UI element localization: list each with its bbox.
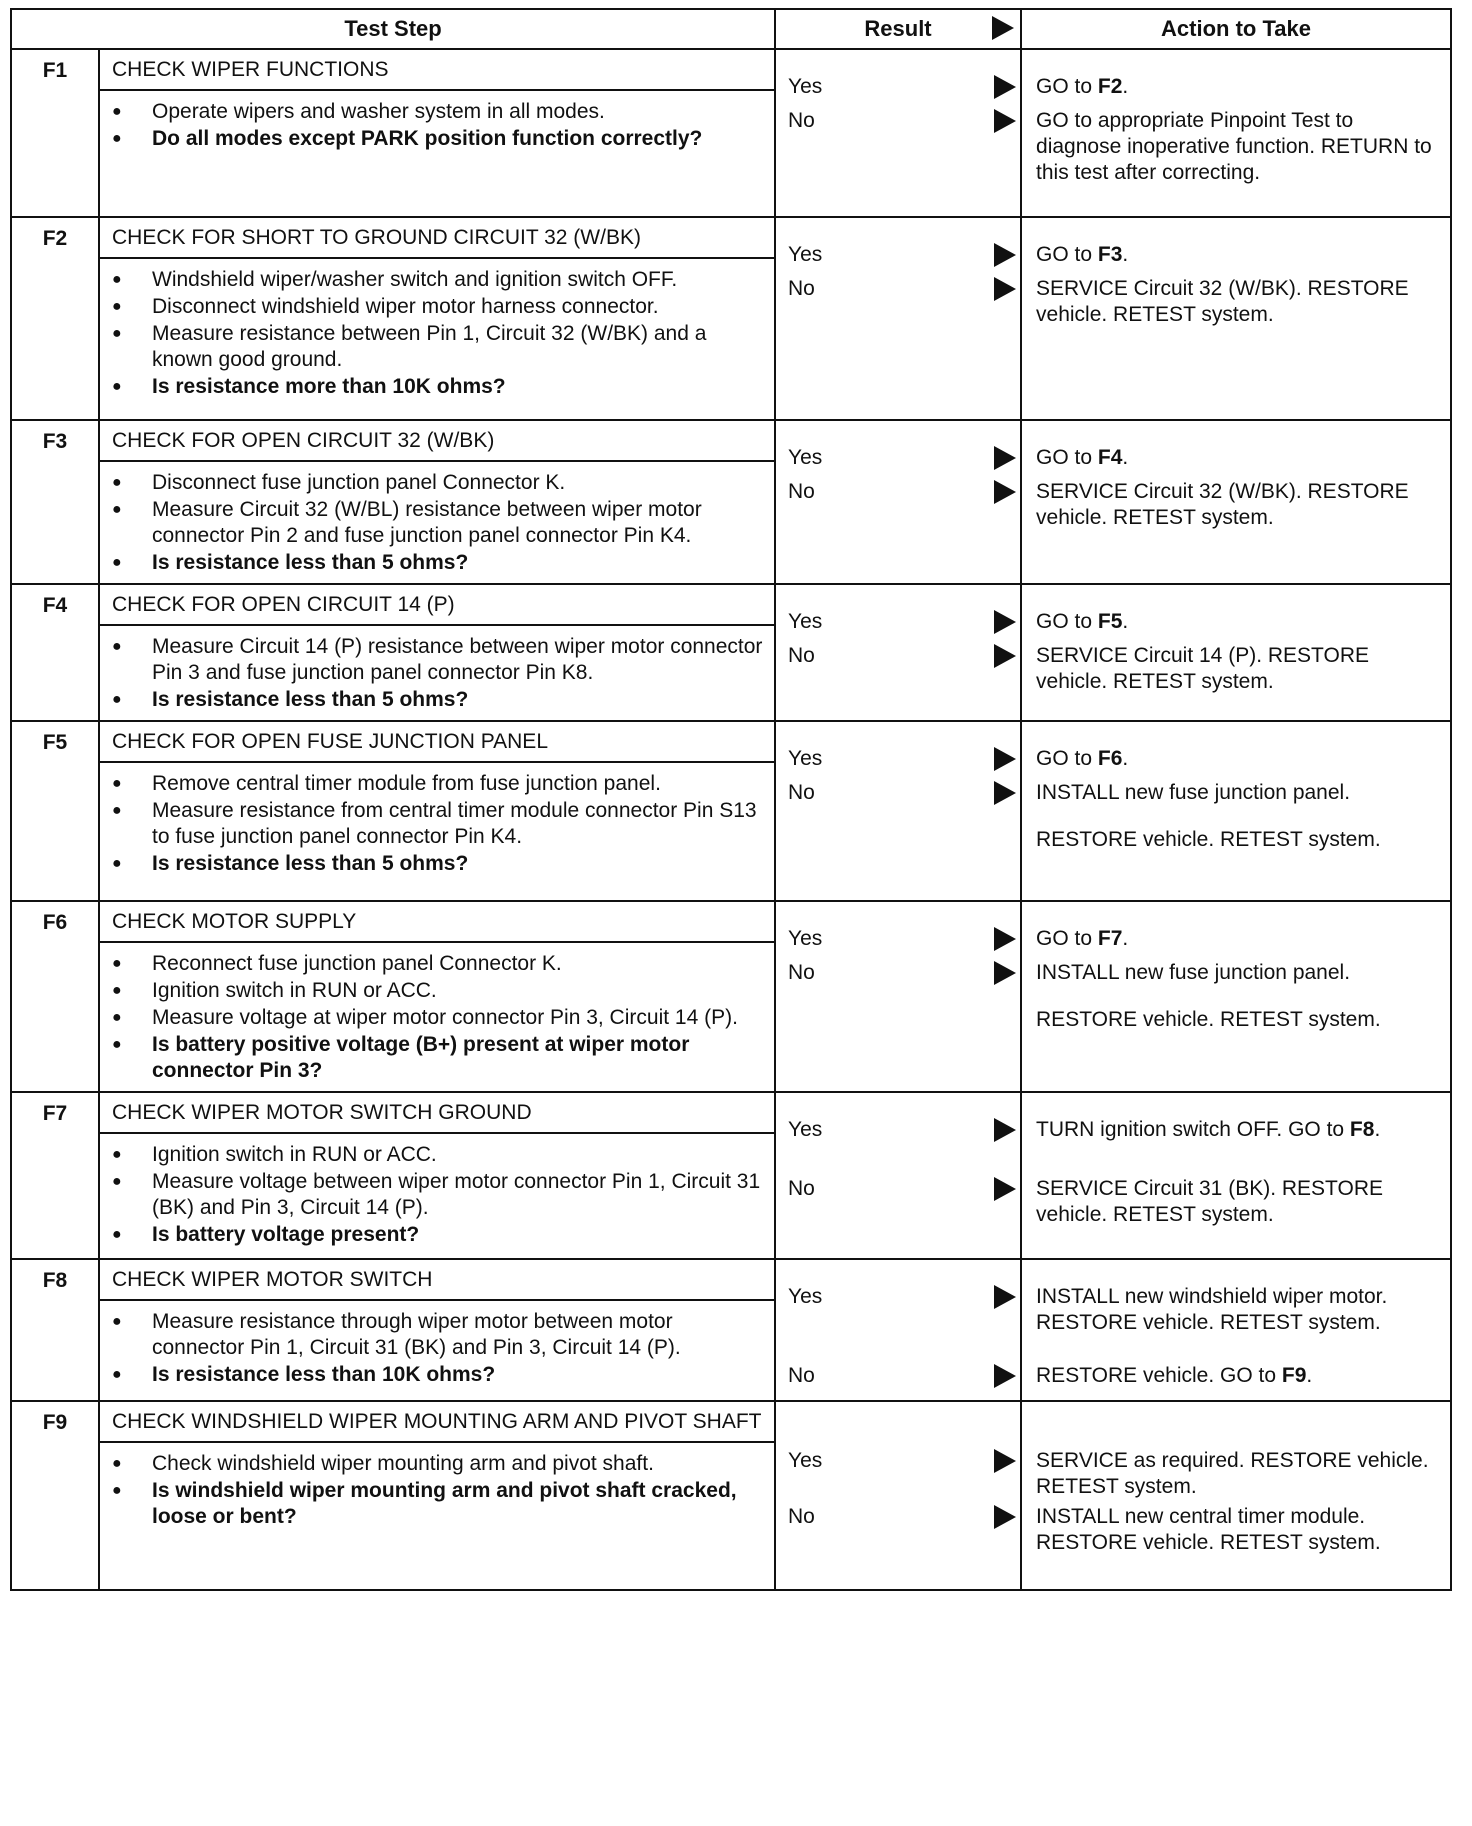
- action-yes: [1036, 1448, 1442, 1500]
- action-yes-end: .: [1122, 243, 1129, 266]
- result-yes: [788, 1117, 1020, 1143]
- action-cell: [1021, 1401, 1451, 1590]
- step-bullets: [100, 1443, 774, 1537]
- step-title: CHECK FOR OPEN CIRCUIT 14 (P): [100, 585, 774, 626]
- action-yes-end: .: [1122, 927, 1129, 950]
- result-no: [788, 643, 1020, 669]
- step-question: ● Is resistance less than 5 ohms?: [152, 687, 764, 713]
- action-no: [1036, 1504, 1442, 1556]
- right-arrow-icon: [994, 1505, 1016, 1529]
- action-yes: [1036, 74, 1442, 100]
- result-no-label: No: [788, 961, 815, 984]
- result-no: [788, 780, 1020, 806]
- action-no-end: .: [1306, 1364, 1313, 1387]
- right-arrow-icon: [994, 961, 1016, 985]
- step-bullets: [100, 462, 774, 583]
- step-instruction: ● Ignition switch in RUN or ACC.: [152, 978, 764, 1004]
- action-no: [1036, 960, 1442, 986]
- action-no: [1036, 108, 1442, 186]
- step-body: [99, 901, 775, 1092]
- step-id: F7: [11, 1092, 99, 1259]
- result-cell: [775, 1401, 1021, 1590]
- result-no: [788, 960, 1020, 986]
- action-cell: [1021, 721, 1451, 901]
- result-no: [788, 479, 1020, 505]
- action-no: [1036, 276, 1442, 328]
- result-no: [788, 1504, 1020, 1530]
- step-bullets: [100, 259, 774, 407]
- step-instruction: ● Operate wipers and washer system in all modes.: [152, 99, 764, 125]
- step-question: ● Is windshield wiper mounting arm and pivot shaft cracked, loose or bent?: [152, 1478, 764, 1530]
- result-yes: [788, 445, 1020, 471]
- step-ref-link[interactable]: F9: [1281, 1364, 1307, 1387]
- action-cell: [1021, 49, 1451, 217]
- action-yes-end: .: [1122, 747, 1129, 770]
- right-arrow-icon: [994, 1364, 1016, 1388]
- result-cell: [775, 420, 1021, 584]
- result-yes-label: Yes: [788, 243, 823, 266]
- result-yes: [788, 1284, 1020, 1310]
- header-row: [11, 9, 1451, 49]
- step-question: ● Is resistance less than 5 ohms?: [152, 550, 764, 576]
- action-no-extra: RESTORE vehicle. RETEST system.: [1036, 1008, 1381, 1031]
- step-row-f1: [11, 49, 1451, 217]
- result-no: [788, 108, 1020, 134]
- action-cell: [1021, 420, 1451, 584]
- step-row-f9: [11, 1401, 1451, 1590]
- action-yes-text: GO to: [1036, 446, 1098, 469]
- result-cell: [775, 217, 1021, 420]
- result-yes: [788, 746, 1020, 772]
- step-id: F4: [11, 584, 99, 721]
- step-question: ● Is resistance more than 10K ohms?: [152, 374, 764, 400]
- result-yes: [788, 242, 1020, 268]
- action-no-text: SERVICE Circuit 31 (BK). RESTORE vehicle. RETEST system.: [1036, 1177, 1383, 1226]
- result-cell: [775, 1092, 1021, 1259]
- right-arrow-icon: [994, 747, 1016, 771]
- action-no-text: INSTALL new central timer module. RESTORE vehicle. RETEST system.: [1036, 1505, 1381, 1554]
- step-ref-link[interactable]: F7: [1097, 927, 1123, 950]
- action-yes: [1036, 746, 1442, 772]
- action-no-text: SERVICE Circuit 14 (P). RESTORE vehicle. RETEST system.: [1036, 644, 1369, 693]
- step-body: [99, 49, 775, 217]
- action-no-text: RESTORE vehicle. GO to: [1036, 1364, 1282, 1387]
- action-yes: [1036, 242, 1442, 268]
- step-instruction: ● Disconnect fuse junction panel Connector K.: [152, 470, 764, 496]
- step-id: F8: [11, 1259, 99, 1401]
- action-no-text: SERVICE Circuit 32 (W/BK). RESTORE vehicle. RETEST system.: [1036, 277, 1409, 326]
- action-yes-end: .: [1374, 1118, 1381, 1141]
- step-ref-link[interactable]: F6: [1097, 747, 1123, 770]
- step-title: CHECK WIPER FUNCTIONS: [100, 50, 774, 91]
- right-arrow-icon: [994, 109, 1016, 133]
- result-no: [788, 1176, 1020, 1202]
- action-no: [1036, 1363, 1442, 1389]
- action-no-text: INSTALL new fuse junction panel.: [1036, 961, 1351, 984]
- step-id: F5: [11, 721, 99, 901]
- action-yes-text: GO to: [1036, 927, 1098, 950]
- result-yes: [788, 926, 1020, 952]
- step-id: F1: [11, 49, 99, 217]
- right-arrow-icon: [994, 1118, 1016, 1142]
- right-arrow-icon: [994, 927, 1016, 951]
- step-instruction: ● Measure voltage at wiper motor connector Pin 3, Circuit 14 (P).: [152, 1005, 764, 1031]
- result-yes: [788, 1448, 1020, 1474]
- action-no-text: INSTALL new fuse junction panel.: [1036, 781, 1351, 804]
- result-yes-label: Yes: [788, 1285, 823, 1308]
- step-row-f8: [11, 1259, 1451, 1401]
- step-ref-link[interactable]: F2: [1097, 75, 1123, 98]
- step-body: [99, 420, 775, 584]
- action-cell: [1021, 1259, 1451, 1401]
- action-yes-end: .: [1122, 446, 1129, 469]
- step-ref-link[interactable]: F8: [1349, 1118, 1375, 1141]
- header-result-label: Result: [864, 16, 932, 41]
- step-instruction: ● Remove central timer module from fuse junction panel.: [152, 771, 764, 797]
- result-yes: [788, 74, 1020, 100]
- diagnostic-table: [10, 8, 1452, 1591]
- result-no-label: No: [788, 781, 815, 804]
- result-yes: [788, 609, 1020, 635]
- right-arrow-icon: [994, 277, 1016, 301]
- right-arrow-icon: [994, 644, 1016, 668]
- header-test-step: Test Step: [11, 9, 775, 49]
- step-instruction: ● Check windshield wiper mounting arm and pivot shaft.: [152, 1451, 764, 1477]
- step-question: ● Is resistance less than 10K ohms?: [152, 1362, 764, 1388]
- action-yes-text: GO to: [1036, 610, 1098, 633]
- result-cell: [775, 584, 1021, 721]
- step-instruction: ● Disconnect windshield wiper motor harness connector.: [152, 294, 764, 320]
- result-yes-label: Yes: [788, 446, 823, 469]
- right-arrow-icon: [994, 446, 1016, 470]
- step-question: ● Do all modes except PARK position function correctly?: [152, 126, 764, 152]
- action-yes: [1036, 445, 1442, 471]
- result-no-label: No: [788, 109, 815, 132]
- action-cell: [1021, 901, 1451, 1092]
- result-cell: [775, 49, 1021, 217]
- step-row-f3: [11, 420, 1451, 584]
- action-no-extra: RESTORE vehicle. RETEST system.: [1036, 828, 1381, 851]
- step-instruction: ● Reconnect fuse junction panel Connector K.: [152, 951, 764, 977]
- action-yes-text: INSTALL new windshield wiper motor. RESTORE vehicle. RETEST system.: [1036, 1285, 1388, 1334]
- result-yes-label: Yes: [788, 747, 823, 770]
- step-instruction: ● Measure resistance through wiper motor between motor connector Pin 1, Circuit 31 (BK) and Pin 3, Circuit 14 (P).: [152, 1309, 764, 1361]
- action-yes: [1036, 609, 1442, 635]
- step-bullets: [100, 91, 774, 159]
- action-no: [1036, 1176, 1442, 1228]
- result-no-label: No: [788, 1177, 815, 1200]
- step-ref-link[interactable]: F5: [1097, 610, 1123, 633]
- result-no-label: No: [788, 1364, 815, 1387]
- result-yes-label: Yes: [788, 75, 823, 98]
- step-row-f7: [11, 1092, 1451, 1259]
- right-arrow-icon: [994, 480, 1016, 504]
- step-title: CHECK FOR SHORT TO GROUND CIRCUIT 32 (W/BK): [100, 218, 774, 259]
- step-title: CHECK WIPER MOTOR SWITCH: [100, 1260, 774, 1301]
- right-arrow-icon: [994, 781, 1016, 805]
- result-yes-label: Yes: [788, 1118, 823, 1141]
- step-bullets: [100, 626, 774, 720]
- result-yes-label: Yes: [788, 610, 823, 633]
- step-question: ● Is resistance less than 5 ohms?: [152, 851, 764, 877]
- step-id: F3: [11, 420, 99, 584]
- right-arrow-icon: [994, 243, 1016, 267]
- step-row-f6: [11, 901, 1451, 1092]
- action-cell: [1021, 1092, 1451, 1259]
- action-yes-end: .: [1122, 75, 1129, 98]
- step-bullets: [100, 1301, 774, 1395]
- action-yes-end: .: [1122, 610, 1129, 633]
- action-yes-text: TURN ignition switch OFF. GO to: [1036, 1118, 1350, 1141]
- step-id: F9: [11, 1401, 99, 1590]
- action-yes: [1036, 1284, 1442, 1336]
- result-no-label: No: [788, 644, 815, 667]
- step-question: ● Is battery voltage present?: [152, 1222, 764, 1248]
- step-row-f5: [11, 721, 1451, 901]
- step-instruction: ● Measure Circuit 32 (W/BL) resistance between wiper motor connector Pin 2 and fuse junction panel connector Pin K4.: [152, 497, 764, 549]
- step-row-f2: [11, 217, 1451, 420]
- step-bullets: [100, 763, 774, 884]
- step-row-f4: [11, 584, 1451, 721]
- step-instruction: ● Measure voltage between wiper motor connector Pin 1, Circuit 31 (BK) and Pin 3, Circuit 14 (P).: [152, 1169, 764, 1221]
- step-instruction: ● Ignition switch in RUN or ACC.: [152, 1142, 764, 1168]
- step-title: CHECK WINDSHIELD WIPER MOUNTING ARM AND PIVOT SHAFT: [100, 1402, 774, 1443]
- step-bullets: [100, 943, 774, 1091]
- action-no-text: GO to appropriate Pinpoint Test to diagnose inoperative function. RETURN to this test after correcting.: [1036, 109, 1432, 184]
- step-ref-link[interactable]: F3: [1097, 243, 1123, 266]
- right-arrow-icon: [994, 75, 1016, 99]
- step-instruction: ● Windshield wiper/washer switch and ignition switch OFF.: [152, 267, 764, 293]
- step-title: CHECK FOR OPEN CIRCUIT 32 (W/BK): [100, 421, 774, 462]
- action-no: [1036, 479, 1442, 531]
- action-yes-text: GO to: [1036, 747, 1098, 770]
- step-body: [99, 217, 775, 420]
- step-bullets: [100, 1134, 774, 1255]
- result-cell: [775, 721, 1021, 901]
- step-id: F2: [11, 217, 99, 420]
- right-arrow-icon: [994, 1177, 1016, 1201]
- result-no: [788, 1363, 1020, 1389]
- right-arrow-icon: [994, 1285, 1016, 1309]
- step-ref-link[interactable]: F4: [1097, 446, 1123, 469]
- step-instruction: ● Measure resistance between Pin 1, Circuit 32 (W/BK) and a known good ground.: [152, 321, 764, 373]
- step-title: CHECK MOTOR SUPPLY: [100, 902, 774, 943]
- right-arrow-icon: [994, 610, 1016, 634]
- result-cell: [775, 1259, 1021, 1401]
- action-yes-text: GO to: [1036, 75, 1098, 98]
- step-instruction: ● Measure resistance from central timer module connector Pin S13 to fuse junction panel connector Pin K4.: [152, 798, 764, 850]
- result-no: [788, 276, 1020, 302]
- result-no-label: No: [788, 1505, 815, 1528]
- result-yes-label: Yes: [788, 1449, 823, 1472]
- result-no-label: No: [788, 480, 815, 503]
- result-yes-label: Yes: [788, 927, 823, 950]
- step-id: F6: [11, 901, 99, 1092]
- result-cell: [775, 901, 1021, 1092]
- step-body: [99, 1401, 775, 1590]
- action-yes: [1036, 1117, 1442, 1143]
- header-result: [775, 9, 1021, 49]
- step-title: CHECK WIPER MOTOR SWITCH GROUND: [100, 1093, 774, 1134]
- result-no-label: No: [788, 277, 815, 300]
- step-question: ● Is battery positive voltage (B+) present at wiper motor connector Pin 3?: [152, 1032, 764, 1084]
- step-instruction: ● Measure Circuit 14 (P) resistance between wiper motor connector Pin 3 and fuse junction panel connector Pin K8.: [152, 634, 764, 686]
- right-arrow-icon: [992, 16, 1014, 40]
- action-yes: [1036, 926, 1442, 952]
- action-no-text: SERVICE Circuit 32 (W/BK). RESTORE vehicle. RETEST system.: [1036, 480, 1409, 529]
- action-yes-text: GO to: [1036, 243, 1098, 266]
- step-title: CHECK FOR OPEN FUSE JUNCTION PANEL: [100, 722, 774, 763]
- step-body: [99, 721, 775, 901]
- header-action: Action to Take: [1021, 9, 1451, 49]
- step-body: [99, 1259, 775, 1401]
- action-cell: [1021, 584, 1451, 721]
- step-body: [99, 1092, 775, 1259]
- action-cell: [1021, 217, 1451, 420]
- action-no: [1036, 780, 1442, 806]
- step-body: [99, 584, 775, 721]
- right-arrow-icon: [994, 1449, 1016, 1473]
- action-no: [1036, 643, 1442, 695]
- action-yes-text: SERVICE as required. RESTORE vehicle. RETEST system.: [1036, 1449, 1429, 1498]
